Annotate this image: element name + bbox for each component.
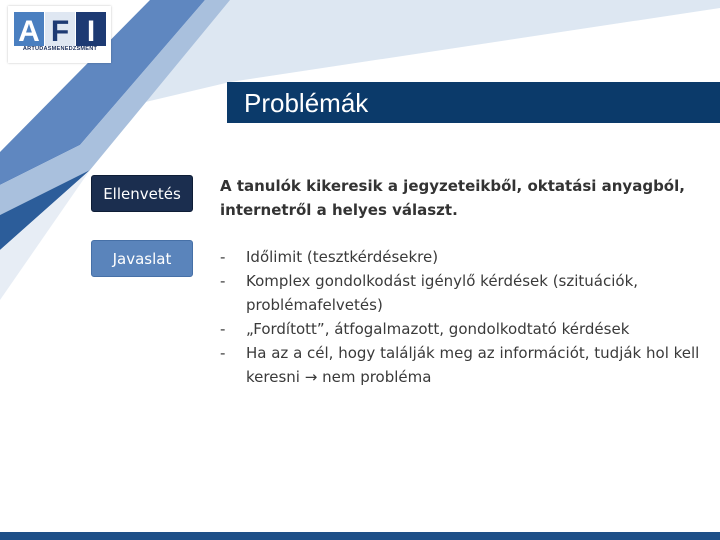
logo-mark xyxy=(14,12,106,46)
bullet-dash: - xyxy=(220,320,226,338)
slide-title: Problémák xyxy=(244,88,369,118)
bottom-stripe xyxy=(0,532,720,540)
bullet-suffix: nem probléma xyxy=(322,368,432,386)
label-javaslat: Javaslat xyxy=(91,240,193,277)
list-item xyxy=(220,341,700,389)
objection-text: A tanulók kikeresik a jegyzeteikből, oktatási anyagból, internetről a helyes választ. xyxy=(220,177,685,219)
list-item xyxy=(220,269,700,317)
logo-letter-a: A xyxy=(18,15,40,46)
bullet-text: Komplex gondolkodást igénylő kérdések (szituációk, problémafelvetés) xyxy=(246,272,639,314)
company-logo xyxy=(8,6,111,63)
bullet-text: Ha az a cél, hogy találják meg az információt, tudják hol kell keresni xyxy=(246,344,700,386)
bullet-dash: - xyxy=(220,248,226,266)
bullet-dash: - xyxy=(220,344,226,362)
logo-text: ARTUDASMENEDZSMENT xyxy=(22,46,98,52)
bullet-text: Időlimit (tesztkérdésekre) xyxy=(246,248,439,266)
list-item xyxy=(220,317,700,341)
arrow-icon: → xyxy=(304,368,318,386)
label-ellenvetes: Ellenvetés xyxy=(91,175,193,212)
logo-letter-i: I xyxy=(86,15,96,46)
suggestion-list xyxy=(220,245,700,389)
list-item xyxy=(220,245,700,269)
logo-letter-f: F xyxy=(50,15,70,46)
bullet-text: „Fordított”, átfogalmazott, gondolkodtató kérdések xyxy=(246,320,630,338)
bullet-dash: - xyxy=(220,272,226,290)
